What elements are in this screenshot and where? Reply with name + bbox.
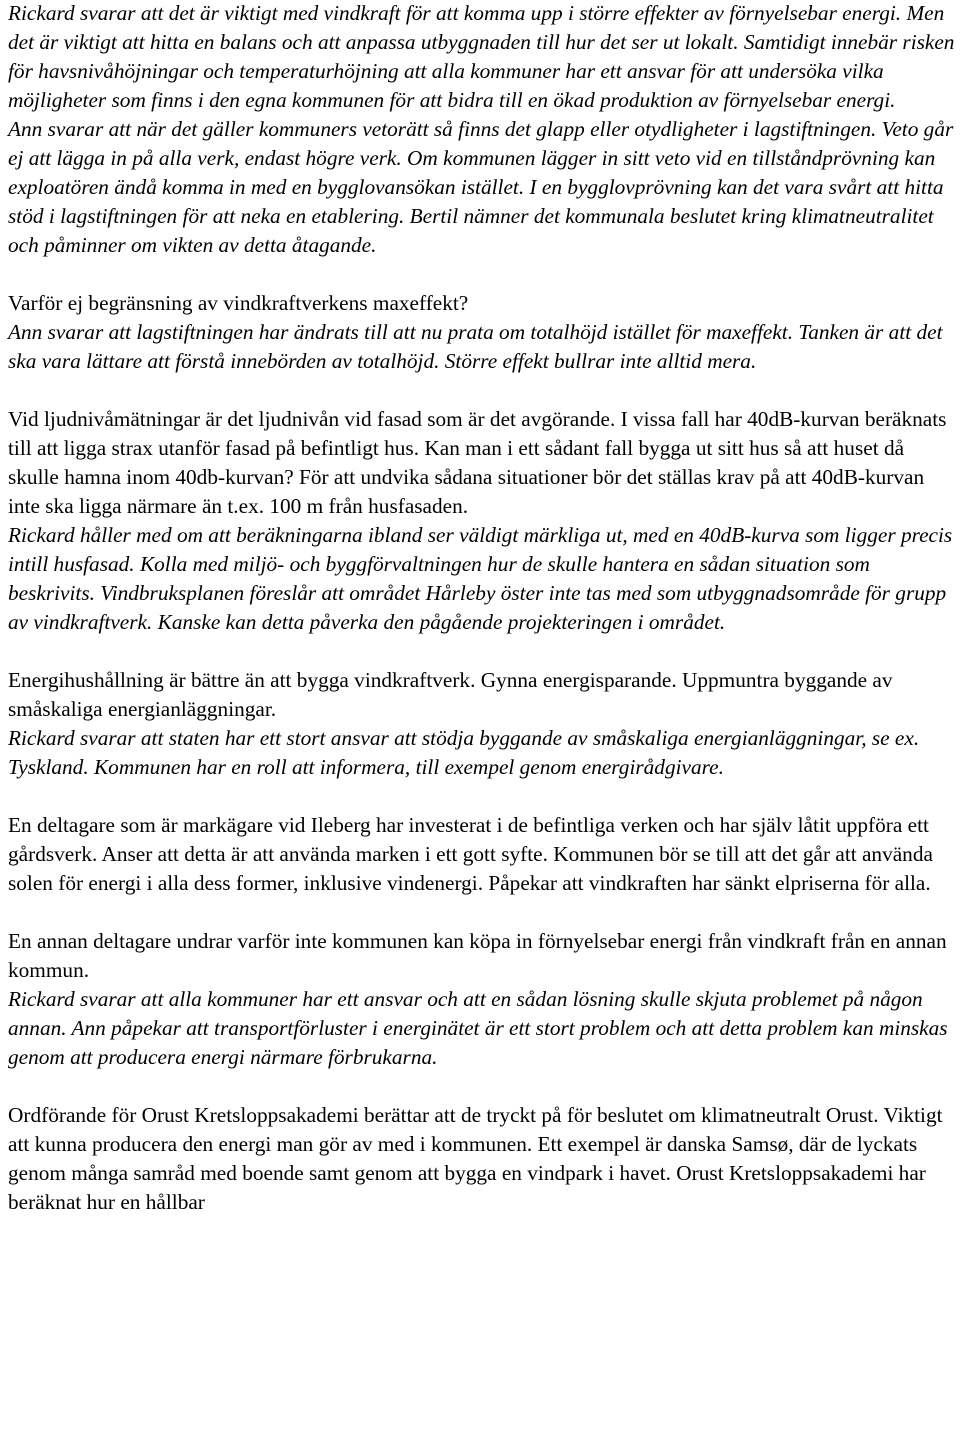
comment-text: Ordförande för Orust Kretsloppsakademi berättar att de tryckt på för beslutet om klimatneutralt Orust. Viktigt att kunna producera den energi man gör av med i kommunen. Ett exempel är danska Samsø, där de lyckats genom många samråd med boende samt genom att bygga en vindpark i havet. Orust Kretsloppsakademi har beräknat hur en hållbar (8, 1103, 943, 1214)
answer-text: Rickard svarar att alla kommuner har ett ansvar och att en sådan lösning skulle skjuta problemet på någon annan. Ann påpekar att transportförluster i energinätet är ett stort problem och att detta problem kan minskas genom att producera energi närmare förbrukarna. (8, 987, 948, 1069)
question-text: Vid ljudnivåmätningar är det ljudnivån vid fasad som är det avgörande. I vissa fall har 40dB-kurvan beräknats till att ligga strax utanför fasad på befintligt hus. Kan man i ett sådant fall bygga ut sitt hus så att huset då skulle hamna inom 40db-kurvan? För att undvika sådana situationer bör det ställas krav på att 40dB-kurvan inte ska ligga närmare än t.ex. 100 m från husfasaden. (8, 407, 947, 518)
answer-text: Rickard håller med om att beräkningarna ibland ser väldigt märkliga ut, med en 40dB-kurva som ligger precis intill husfasad. Kolla med miljö- och byggförvaltningen hur de skulle hantera en sådan situation som beskrivits. Vindbruksplanen föreslår att området Hårleby öster inte tas med som utbyggnadsområde för grupp av vindkraftverk. Kanske kan detta påverka den pågående projekteringen i området. (8, 523, 953, 634)
paragraph-energy-saving (8, 666, 960, 782)
question-text: Varför ej begränsning av vindkraftverkens maxeffekt? (8, 291, 469, 315)
question-text: Energihushållning är bättre än att bygga vindkraftverk. Gynna energisparande. Uppmuntra byggande av småskaliga energianläggningar. (8, 668, 893, 721)
paragraph-landowner-comment (8, 811, 960, 898)
question-text: En annan deltagare undrar varför inte kommunen kan köpa in förnyelsebar energi från vindkraft från en annan kommun. (8, 929, 947, 982)
answer-text: Ann svarar att när det gäller kommuners vetorätt så finns det glapp eller otydligheter i lagstiftningen. Veto går ej att lägga in på alla verk, endast högre verk. Om kommunen lägger in sitt veto vid en tillståndprövning kan exploatören ändå komma in med en bygglovansökan istället. I en bygglovprövning kan det vara svårt att hitta stöd i lagstiftningen för att neka en etablering. Bertil nämner det kommunala beslutet kring klimatneutralitet och påminner om vikten av detta åtagande. (8, 117, 954, 257)
answer-text: Ann svarar att lagstiftningen har ändrats till att nu prata om totalhöjd istället för maxeffekt. Tanken är att det ska vara lättare att förstå innebörden av totalhöjd. Större effekt bullrar inte alltid mera. (8, 320, 943, 373)
paragraph-wind-power-answer (8, 0, 960, 260)
answer-text: Rickard svarar att det är viktigt med vindkraft för att komma upp i större effekter av förnyelsebar energi. Men det är viktigt att hitta en balans och att anpassa utbyggnaden till hur det ser ut lokalt. Samtidigt innebär risken för havsnivåhöjningar och temperaturhöjning att alla kommuner har ett ansvar för att undersöka vilka möjligheter som finns i den egna kommunen för att bidra till en ökad produktion av förnyelsebar energi. (8, 1, 955, 112)
paragraph-max-effect-question (8, 289, 960, 376)
paragraph-buy-energy-question (8, 927, 960, 1072)
comment-text: En deltagare som är markägare vid Ileberg har investerat i de befintliga verken och har själv låtit uppföra ett gårdsverk. Anser att detta är att använda marken i ett gott syfte. Kommunen bör se till att det går att använda solen för energi i alla dess former, inklusive vindenergi. Påpekar att vindkraften har sänkt elpriserna för alla. (8, 813, 933, 895)
answer-text: Rickard svarar att staten har ett stort ansvar att stödja byggande av småskaliga energianläggningar, se ex. Tyskland. Kommunen har en roll att informera, till exempel genom energirådgivare. (8, 726, 920, 779)
paragraph-chair-comment (8, 1101, 960, 1217)
paragraph-noise-measurement (8, 405, 960, 637)
